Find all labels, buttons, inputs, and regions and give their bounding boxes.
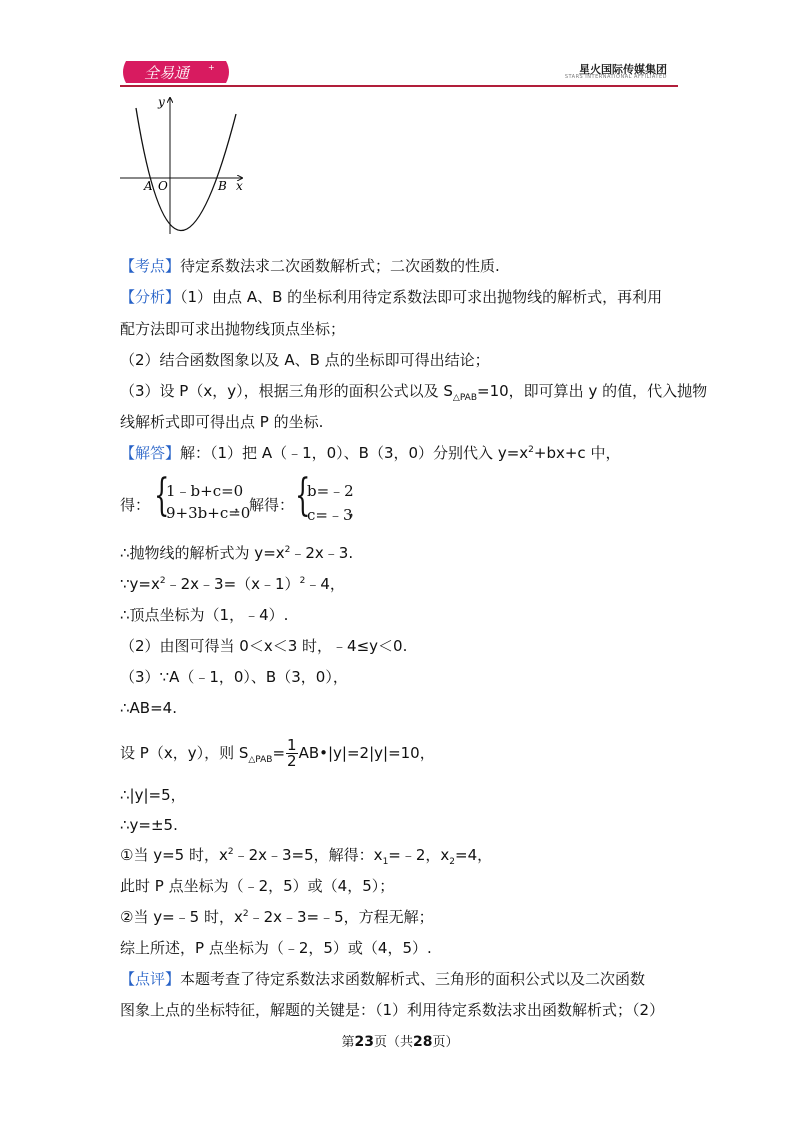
- dianping-line-1: [120, 969, 645, 989]
- publisher-name: 星火国际传媒集团: [579, 63, 667, 76]
- l1sup: 2: [284, 545, 291, 555]
- fenxi-line-5: 线解析式即可得出点 P 的坐标.: [120, 413, 324, 431]
- fenxi-text-4b: =10，即可算出 y 的值，代入抛物: [477, 382, 708, 400]
- kaodian-line: [120, 256, 500, 276]
- l1b: ﹣2x﹣3.: [290, 544, 354, 562]
- l7a: 设 P（x，y），则 S: [120, 744, 249, 762]
- l2b: ﹣2x﹣3=（x﹣1）: [165, 575, 300, 593]
- l7b: AB•|y|=2|y|=10，: [298, 744, 435, 762]
- system1-row1: 1﹣b+c=0: [166, 482, 244, 500]
- kaodian-tag: 【考点】: [120, 257, 181, 275]
- fenxi-tag: 【分析】: [120, 288, 181, 306]
- jieda-text-1b: +bx+c 中，: [533, 444, 621, 462]
- de-label: 得：: [120, 496, 151, 514]
- solution-line-1: [120, 543, 353, 563]
- page-number: 23: [354, 1034, 374, 1050]
- system1-row2: 9+3b+c=0: [166, 504, 251, 522]
- kaodian-text: 待定系数法求二次函数解析式；二次函数的性质.: [180, 257, 500, 275]
- l10d: =4，: [455, 846, 493, 864]
- fraction-numerator: 1: [287, 736, 297, 754]
- solution-line-5: （3）∵A（﹣1，0）、B（3，0），: [120, 668, 348, 686]
- jieda-text-1a: 解：（1）把 A（﹣1，0）、B（3，0）分别代入 y=x: [180, 444, 529, 462]
- system-comma: ，: [349, 501, 365, 519]
- solution-line-6: ∴AB=4.: [120, 699, 177, 717]
- total-pages: 28: [413, 1034, 433, 1050]
- y-axis-label: y: [158, 95, 165, 109]
- x-axis-label: x: [236, 179, 243, 193]
- l2c: ﹣4，: [305, 575, 345, 593]
- jieda-sup-1: 2: [528, 445, 534, 455]
- l10sup: 2: [227, 847, 234, 857]
- jieda-tag: 【解答】: [120, 444, 181, 462]
- fraction-one-half: [286, 738, 298, 769]
- fenxi-line-4: [120, 381, 707, 401]
- equation-system-1: { 1﹣b+c=0 9+3b+c=0: [154, 470, 251, 522]
- equation-system-2: { b=﹣2 c=﹣3: [295, 470, 354, 524]
- jiede-label: ，解得：: [234, 496, 295, 514]
- l10sub2: 2: [449, 857, 456, 867]
- fraction-denominator: 2: [287, 752, 297, 770]
- solution-line-13: 综上所述，P 点坐标为（﹣2，5）或（4，5）.: [120, 939, 432, 957]
- parabola-graph: [118, 92, 248, 237]
- dianping-tag: 【点评】: [120, 970, 181, 988]
- point-b-label: B: [218, 179, 227, 193]
- header-divider: [120, 85, 678, 87]
- page-footer: [0, 1031, 800, 1050]
- solution-line-11: 此时 P 点坐标为（﹣2，5）或（4，5）；: [120, 877, 395, 895]
- fenxi-line-1: [120, 287, 662, 307]
- parabola-curve: [136, 108, 236, 231]
- l7eq: =: [272, 744, 286, 762]
- l12b: ﹣2x﹣3=﹣5，方程无解；: [248, 908, 434, 926]
- system2-row2: c=﹣3: [307, 506, 353, 524]
- l1a: ∴抛物线的解析式为 y=x: [120, 544, 285, 562]
- publisher-block: 星火国际传媒集团 STARS INTERNATIONAL AFFILIATED: [564, 63, 667, 80]
- l2sup2: 2: [299, 576, 306, 586]
- solution-line-8: ∴|y|=5，: [120, 786, 186, 804]
- dianping-text-1: 本题考查了待定系数法求函数解析式、三角形的面积公式以及二次函数: [180, 970, 646, 988]
- solution-line-10: [120, 845, 492, 865]
- footer-mid: 页（共: [373, 1035, 413, 1050]
- brand-logo: [120, 57, 232, 87]
- l7sub: △PAB: [248, 755, 273, 765]
- jieda-line-1: [120, 443, 620, 463]
- brand-logo-text: 全易通: [144, 64, 190, 82]
- solution-line-3: ∴顶点坐标为（1，﹣4）.: [120, 606, 289, 624]
- fenxi-sub-4: △PAB: [452, 393, 478, 403]
- l10a: ①当 y=5 时，x: [120, 846, 228, 864]
- solution-line-2: [120, 574, 345, 594]
- dianping-line-2: 图象上点的坐标特征，解题的关键是：（1）利用待定系数法求出函数解析式；（2）: [120, 1001, 665, 1019]
- origin-label: O: [158, 179, 168, 193]
- l12sup: 2: [242, 909, 249, 919]
- svg-text:+: +: [208, 63, 215, 72]
- l2sup: 2: [159, 576, 166, 586]
- solution-line-4: （2）由图可得当 0＜x＜3 时，﹣4≤y＜0.: [120, 637, 408, 655]
- fenxi-text-4a: （3）设 P（x，y），根据三角形的面积公式以及 S: [120, 382, 453, 400]
- fenxi-line-3: （2）结合函数图象以及 A、B 点的坐标即可得出结论；: [120, 351, 490, 369]
- l12a: ②当 y=﹣5 时，x: [120, 908, 243, 926]
- point-a-label: A: [144, 179, 153, 193]
- l10c: =﹣2，x: [388, 846, 450, 864]
- fenxi-line-2: 配方法即可求出抛物线顶点坐标；: [120, 320, 346, 338]
- footer-post: 页）: [432, 1035, 459, 1050]
- solution-line-7: [120, 738, 435, 769]
- solution-line-12: [120, 907, 434, 927]
- footer-pre: 第: [341, 1035, 355, 1050]
- l10sub1: 1: [382, 857, 389, 867]
- fenxi-text-1: （1）由点 A、B 的坐标利用待定系数法即可求出抛物线的解析式，再利用: [180, 288, 663, 306]
- system2-row1: b=﹣2: [307, 482, 354, 500]
- l10b: ﹣2x﹣3=5，解得：x: [233, 846, 383, 864]
- solution-line-9: ∴y=±5.: [120, 816, 178, 834]
- l2a: ∵y=x: [120, 575, 160, 593]
